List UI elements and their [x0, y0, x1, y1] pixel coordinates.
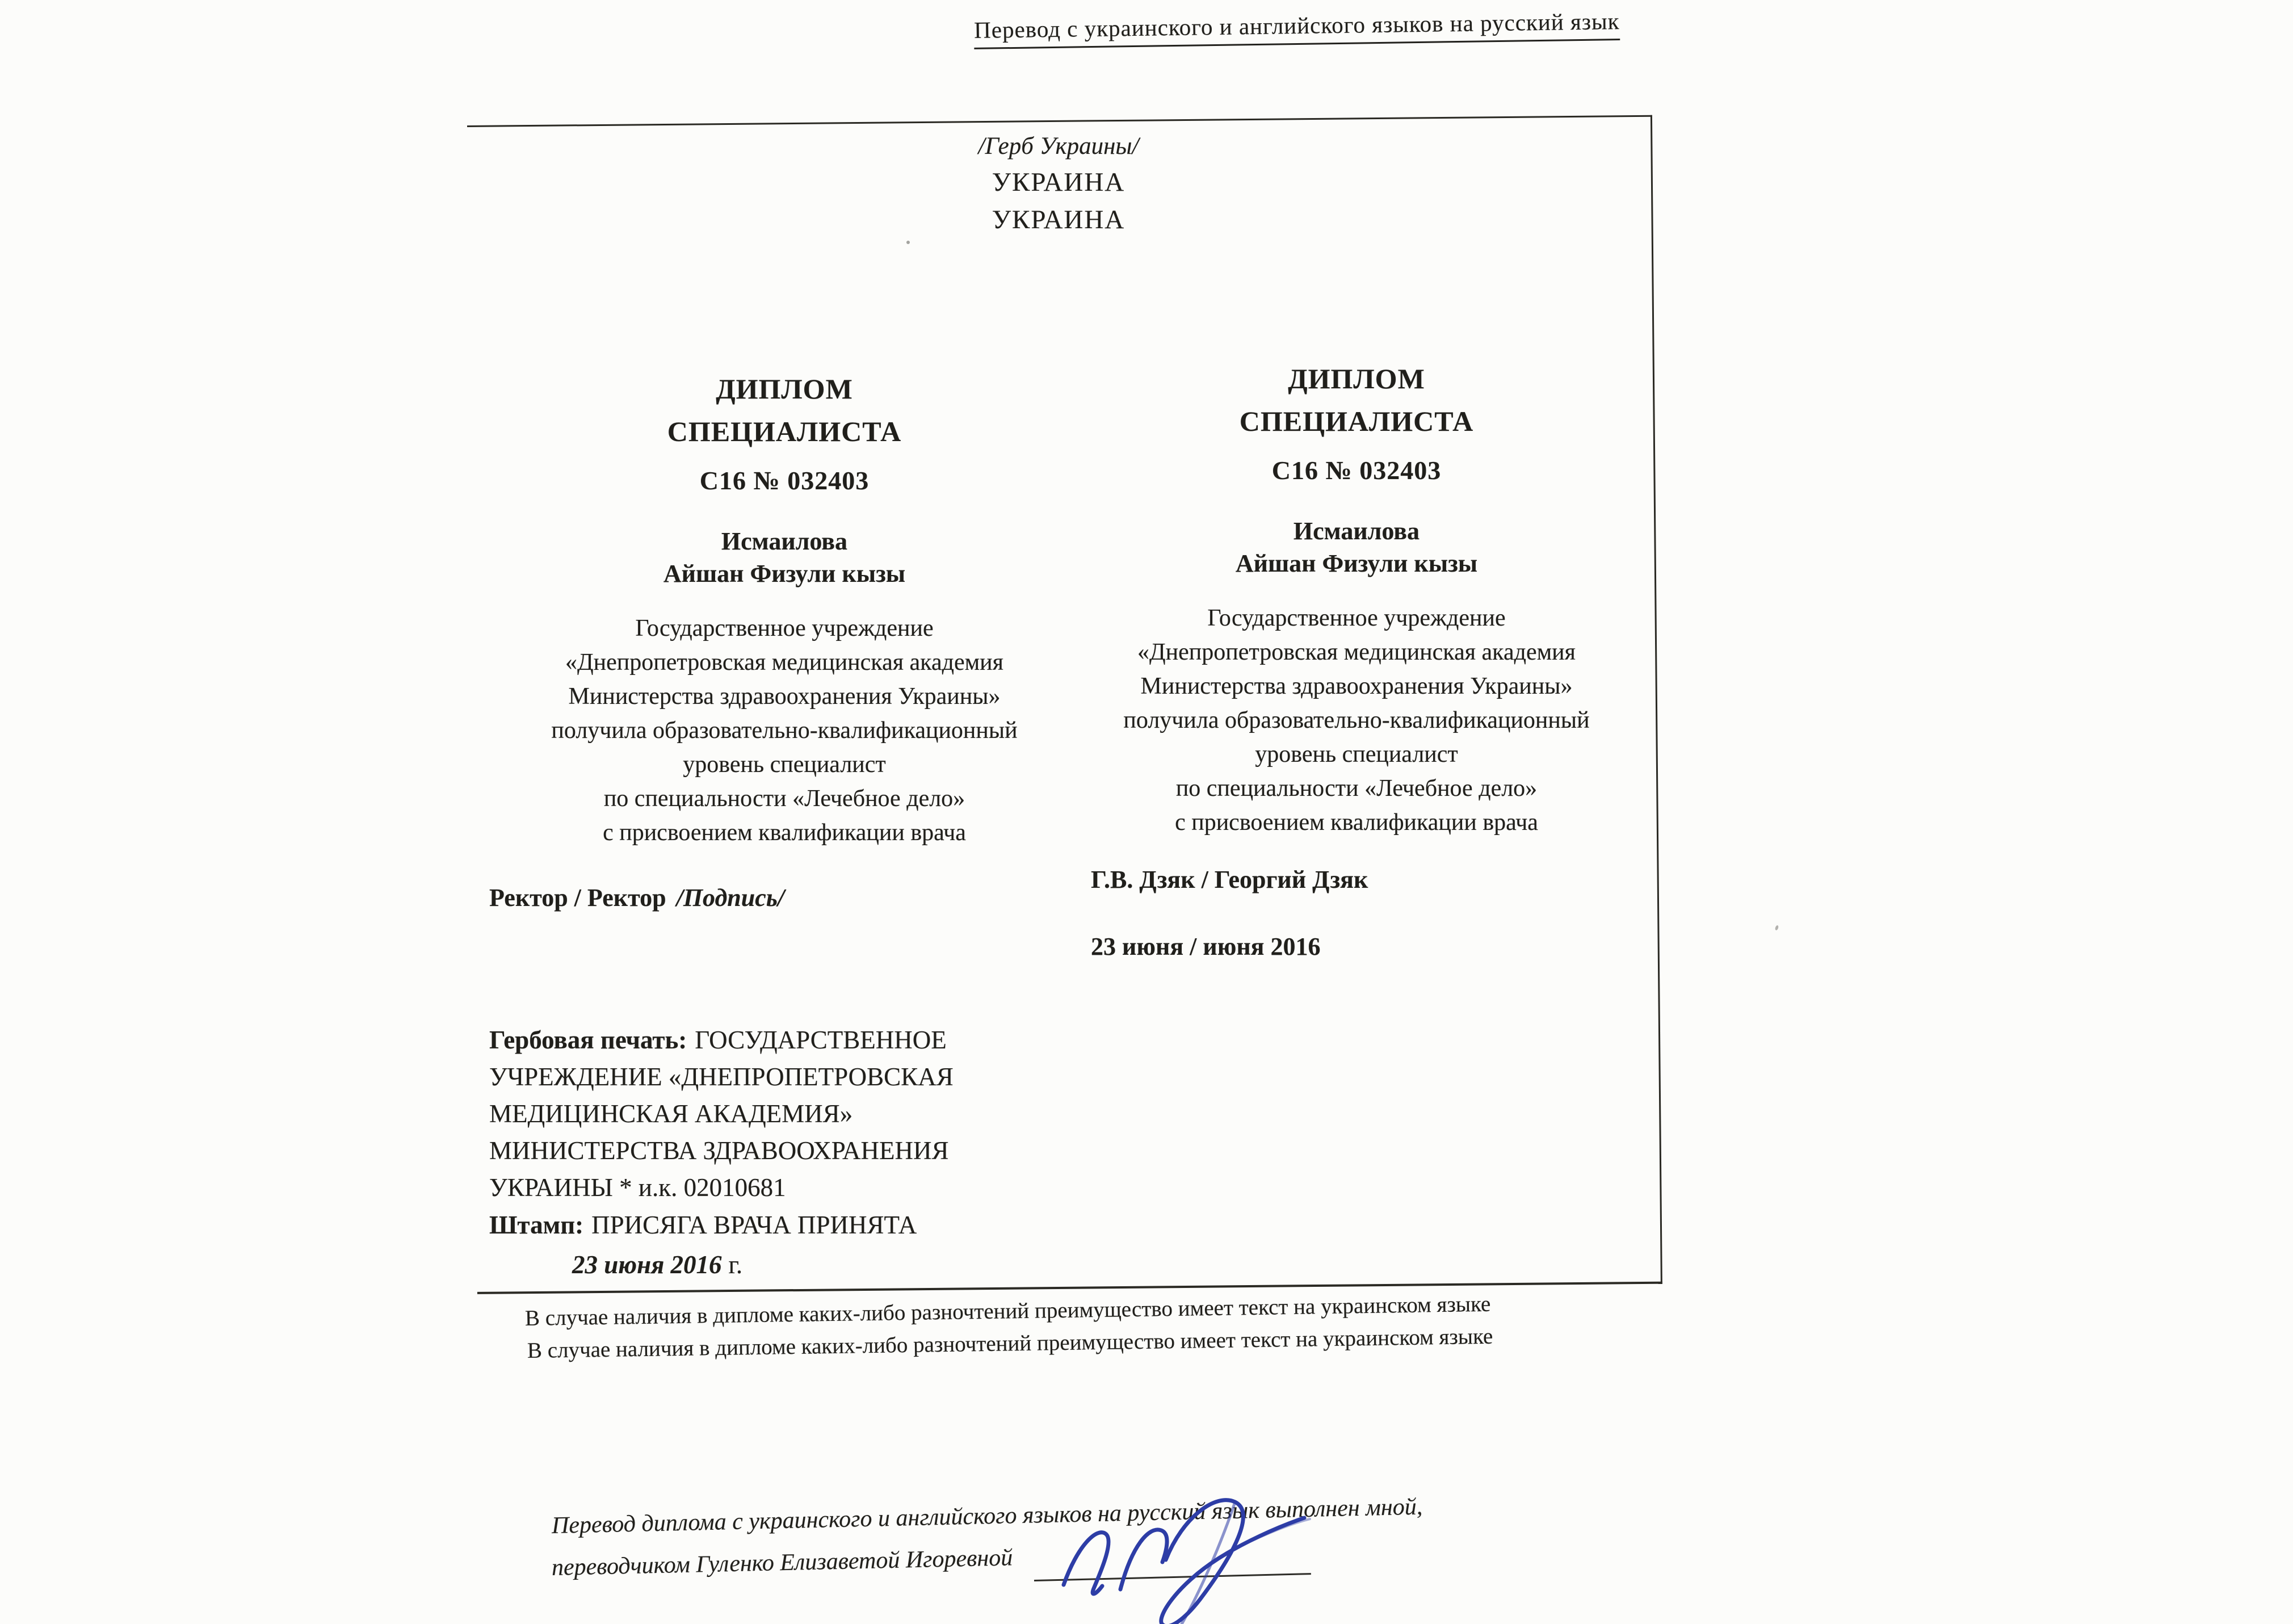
diploma-body-line: получила образовательно-квалификационный [1123, 707, 1590, 733]
discrepancy-note-line-1: В случае наличия в дипломе каких-либо разночтений преимущество имеет текст на украинском языке [524, 1291, 1491, 1331]
translator-signature [1048, 1471, 1315, 1624]
diploma-body-paragraph [1101, 601, 1612, 840]
crest-section [814, 132, 1303, 235]
stamp-label: Штамп: [489, 1211, 584, 1239]
diploma-column-right [1101, 358, 1612, 840]
stamp-date-text: 23 июня 2016 [572, 1250, 722, 1279]
diploma-body-line: с присвоением квалификации врача [1175, 809, 1538, 836]
discrepancy-note-line-2: В случае наличия в дипломе каких-либо разночтений преимущество имеет текст на украинском языке [527, 1324, 1493, 1363]
seal-line: УКРАИНЫ * и.к. 02010681 [489, 1173, 786, 1202]
translation-direction-text: Перевод с украинского и английского языков на русский язык [974, 7, 1620, 49]
rector-name-line: Г.В. Дзяк / Георгий Дзяк [1091, 866, 1368, 893]
diploma-holder-name [1101, 515, 1612, 580]
seal-line: МИНИСТЕРСТВА ЗДРАВООХРАНЕНИЯ [489, 1136, 949, 1165]
diploma-title-line-2: СПЕЦИАЛИСТА [1239, 405, 1474, 437]
holder-surname: Исмаилова [721, 527, 848, 555]
diploma-body-line: Государственное учреждение [1207, 605, 1506, 631]
diploma-body-paragraph [529, 611, 1040, 850]
diploma-holder-name [529, 525, 1040, 590]
translator-note-line-2: переводчиком Гуленко Елизаветой Игоревной [551, 1545, 1013, 1581]
diploma-body-line: получила образовательно-квалификационный [551, 717, 1018, 744]
stamp-date-suffix: г. [728, 1250, 743, 1279]
seal-line: МЕДИЦИНСКАЯ АКАДЕМИЯ» [489, 1100, 853, 1128]
diploma-body-line: по специальности «Лечебное дело» [603, 786, 965, 812]
diploma-body-line: по специальности «Лечебное дело» [1175, 775, 1538, 801]
crest-caption: /Герб Украины/ [978, 133, 1139, 160]
rector-signature-line [489, 883, 784, 912]
seal-label: Гербовая печать: [489, 1026, 687, 1054]
diploma-body-line: Государственное учреждение [635, 615, 934, 641]
stamp-date-line [572, 1250, 742, 1279]
seal-description-block [489, 1022, 1204, 1206]
diploma-title-line-1: ДИПЛОМ [716, 373, 853, 405]
diploma-body-line: Министерства здравоохранения Украины» [1140, 673, 1573, 699]
diploma-series-number: С16 № 032403 [1271, 456, 1442, 485]
diploma-body-line: «Днепропетровская медицинская академия [565, 649, 1003, 675]
stamp-text: ПРИСЯГА ВРАЧА ПРИНЯТА [591, 1211, 917, 1239]
scan-speck [906, 241, 910, 244]
seal-line1-rest: ГОСУДАРСТВЕННОЕ [695, 1026, 947, 1054]
diploma-body-line: «Днепропетровская медицинская академия [1137, 639, 1576, 665]
rector-role-text: Ректор / Ректор [489, 884, 666, 912]
seal-line: УЧРЕЖДЕНИЕ «ДНЕПРОПЕТРОВСКАЯ [489, 1063, 954, 1091]
country-line-2: УКРАИНА [992, 205, 1125, 234]
diploma-title-line-1: ДИПЛОМ [1288, 363, 1425, 395]
diploma-body-line: с присвоением квалификации врача [603, 820, 966, 846]
diploma-title-line-2: СПЕЦИАЛИСТА [667, 416, 902, 447]
diploma-body-line: Министерства здравоохранения Украины» [568, 683, 1001, 710]
country-line-1: УКРАИНА [992, 167, 1125, 197]
scan-speck [1775, 925, 1779, 930]
holder-surname: Исмаилова [1293, 517, 1420, 545]
translator-note-line-1: Перевод диплома с украинского и английского языков на русский язык выполнен мной, [551, 1493, 1423, 1539]
translation-direction-header [931, 7, 1664, 50]
holder-given-names: Айшан Физули кызы [663, 560, 906, 588]
diploma-column-left [529, 368, 1040, 850]
issue-date-line: 23 июня / июня 2016 [1091, 933, 1321, 960]
diploma-series-number: С16 № 032403 [699, 466, 870, 495]
seal-line [489, 1022, 1204, 1059]
diploma-body-line: уровень специалист [683, 752, 886, 778]
holder-given-names: Айшан Физули кызы [1235, 549, 1478, 577]
signature-placeholder-text: /Подпись/ [676, 884, 785, 912]
diploma-body-line: уровень специалист [1255, 741, 1458, 767]
stamp-description-line [489, 1210, 917, 1240]
